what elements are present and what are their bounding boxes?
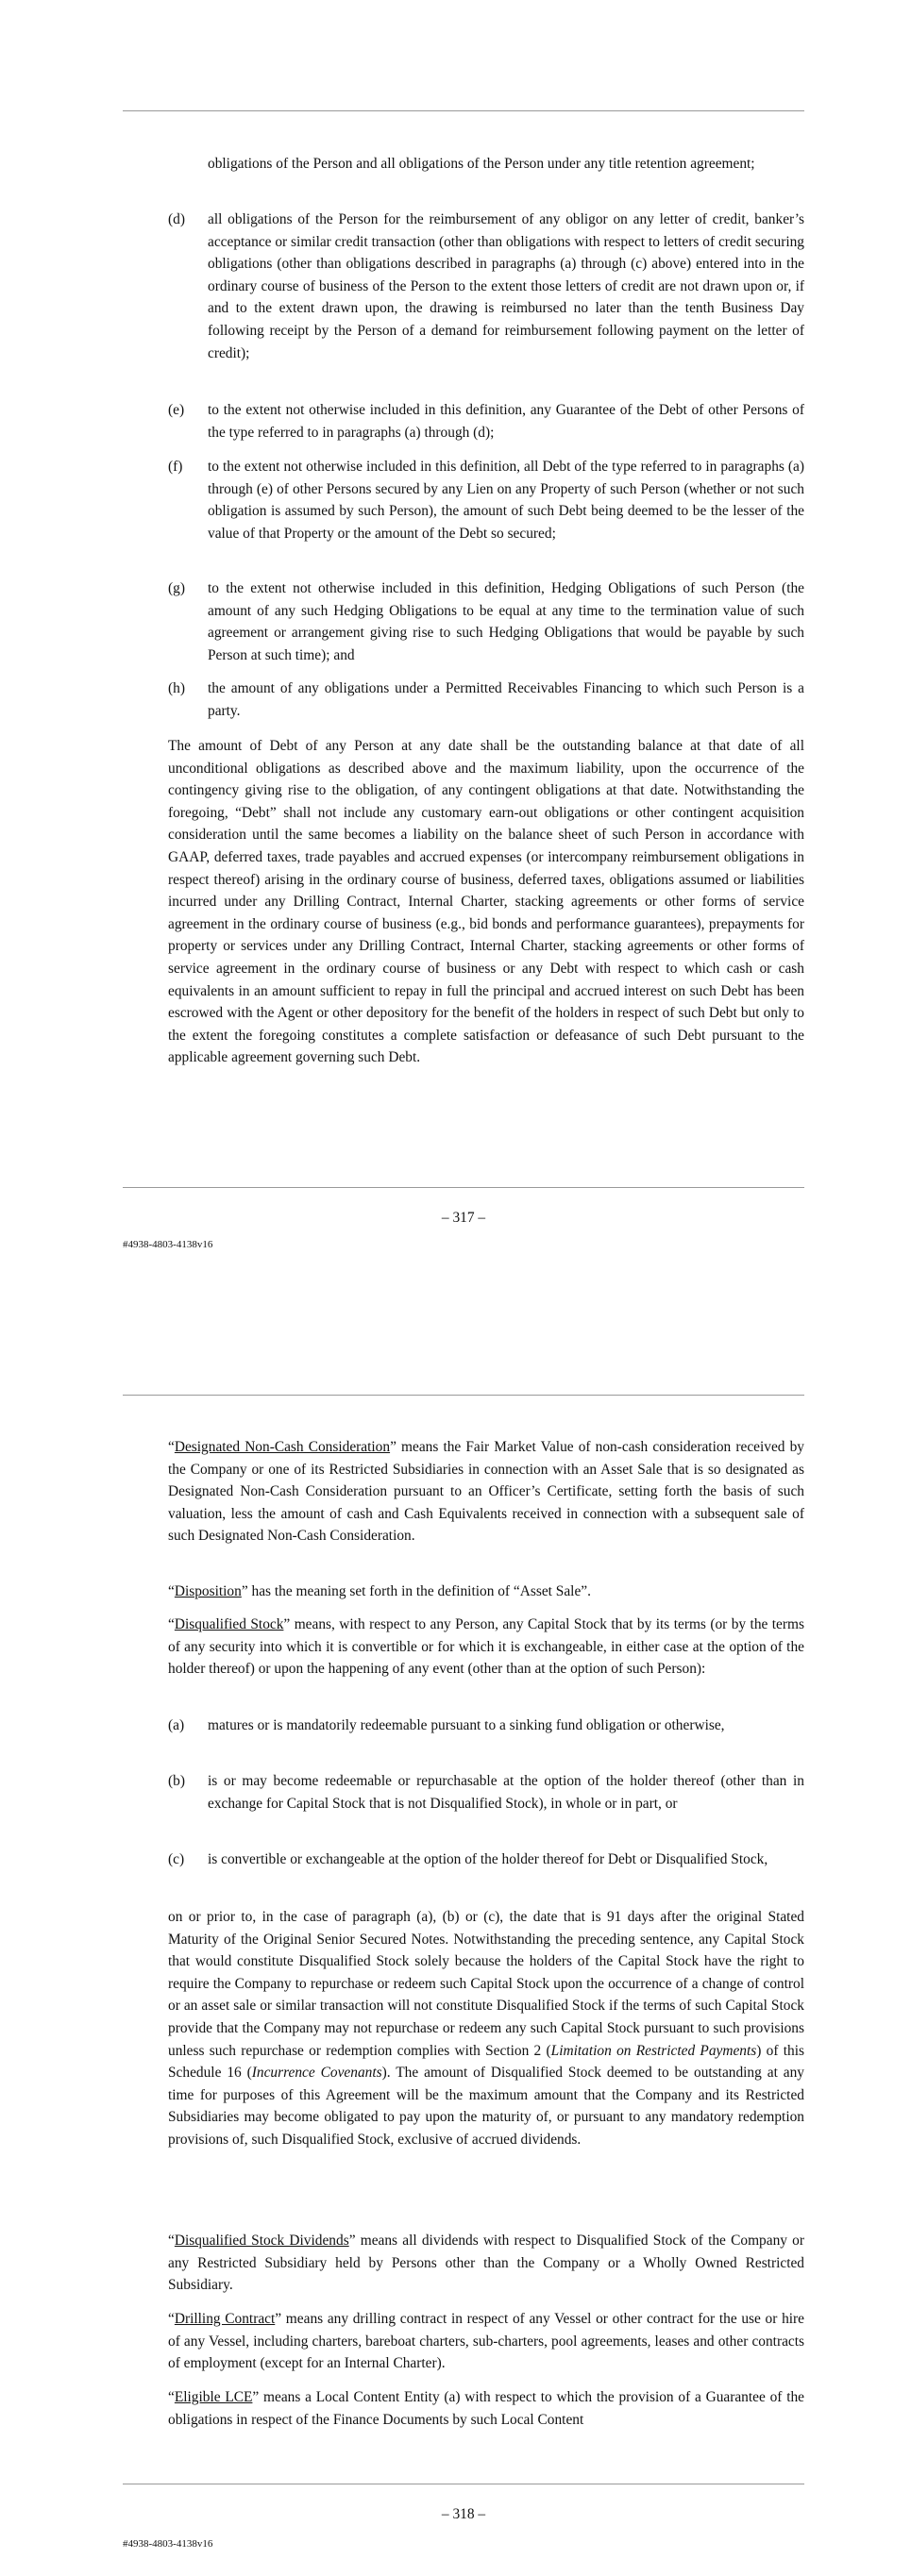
clause-text: is or may become redeemable or repurchasable at the option of the holder thereof (other than in exchange for Capital Stock that is not Disqualified Stock), in whole or in part, or [208,1773,804,1812]
clause-text: the amount of any obligations under a Permitted Receivables Financing to which such Person is a party. [208,680,804,719]
definition-disposition: “Disposition” has the meaning set forth in the definition of “Asset Sale”. [168,1583,591,1599]
page-number: – 318 – [441,2506,486,2522]
schedule-reference: Incurrence Covenants [251,2065,382,2082]
definition-disqualified-stock: “Disqualified Stock” means, with respect to any Person, any Capital Stock that by its terms (or by the terms of any security into which it is convertible or for which it is exchangeable, in either case at the option of the holder thereof) or upon the happening of any event (other than at the option of such Person): [168,1616,804,1678]
definition-disqualified-stock-dividends: “Disqualified Stock Dividends” means all dividends with respect to Disqualified Stock of the Company or any Restricted Subsidiary held by Persons other than the Company or a Wholly Owned Restricted Subsidiary. [168,2233,804,2294]
page-318-top-rule [123,1395,804,1396]
clause-label: (e) [168,402,185,418]
clause-text: to the extent not otherwise included in this definition, any Guarantee of the Debt of other Persons of the type referred to in paragraphs (a) through (d); [208,402,804,441]
defined-term: Disqualified Stock Dividends [174,2233,349,2249]
clause-c [168,1848,804,1871]
clause-text: matures or is mandatorily redeemable pursuant to a sinking fund obligation or otherwise, [208,1717,725,1733]
clause-d [168,209,804,364]
clause-e [168,399,804,443]
clause-label: (h) [168,680,185,696]
defined-term: Disqualified Stock [174,1616,284,1632]
page-317-top-rule [123,110,804,111]
defined-term: Drilling Contract [174,2311,276,2327]
clause-text: to the extent not otherwise included in this definition, all Debt of the type referred to in paragraphs (a) through (e) of other Persons secured by any Lien on any Property of such Person (whether or not such obligation is assumed by such Person), the amount of such Debt being deemed to be the lesser of the value of that Property or the amount of the Debt so secured; [208,459,804,542]
clause-text: to the extent not otherwise included in this definition, Hedging Obligations of such Person (the amount of any such Hedging Obligations to be equal at any time to the termination value of such agreement or arrangement giving rise to such Hedging Obligations that would be payable by such Person at such time); and [208,580,804,663]
definition-drilling-contract: “Drilling Contract” means any drilling contract in respect of any Vessel or other contract for the use or hire of any Vessel, including charters, bareboat charters, sub-charters, pool agreements, leases and other contracts of employment (except for an Internal Charter). [168,2311,804,2372]
clause-g [168,577,804,666]
definition-eligible-lce: “Eligible LCE” means a Local Content Entity (a) with respect to which the provision of a Guarantee of the obligations in respect of the Finance Documents by such Local Content [168,2389,804,2428]
page-317-bottom-rule [123,1187,804,1188]
continuation-text: obligations of the Person and all obligations of the Person under any title retention agreement; [208,156,755,172]
clause-a [168,1715,804,1737]
clause-text: all obligations of the Person for the reimbursement of any obligor on any letter of credit, banker’s acceptance or similar credit transaction (other than obligations with respect to letters of credit securing obligations (other than obligations described in paragraphs (a) through (c) above) entered into in the ordinary course of business of the Person to the extent those letters of credit are not drawn upon or, if and to the extent drawn upon, the drawing is reimbursed no later than the tenth Business Day following receipt by the Person of a demand for reimbursement following payment on the letter of credit); [208,211,804,361]
disqualified-stock-tail: on or prior to, in the case of paragraph (a), (b) or (c), the date that is 91 days after the original Stated Maturity of the Original Senior Secured Notes. Notwithstanding the preceding sentence, any Capital Stock that would constitute Disqualified Stock solely because the holders of the Capital Stock have the right to require the Company to repurchase or redeem such Capital Stock upon the occurrence of a change of control or an asset sale or similar transaction will not constitute Disqualified Stock if the terms of such Capital Stock provide that the Company may not repurchase or redeem any such Capital Stock pursuant to such provisions unless such repurchase or redemption complies with Section 2 (Limitation on Restricted Payments) of this Schedule 16 (Incurrence Covenants). The amount of Disqualified Stock deemed to be outstanding at any time for purposes of this Agreement will be the maximum amount that the Company and its Restricted Subsidiaries may become obligated to pay upon the maturity of, or pursuant to any mandatory redemption provisions of, such Disqualified Stock, exclusive of accrued dividends. [168,1909,804,2148]
clause-label: (a) [168,1717,185,1733]
clause-label: (d) [168,211,185,227]
page-number: – 317 – [441,1210,486,1226]
section-reference: Limitation on Restricted Payments [550,2042,757,2059]
clause-label: (f) [168,459,183,475]
debt-paragraph: The amount of Debt of any Person at any date shall be the outstanding balance at that date of all unconditional obligations as described above and the maximum liability, upon the occurrence of the contingency giving rise to the obligation, of any contingent obligations at that date. Notwithstanding the foregoing, “Debt” shall not include any customary earn-out obligations or other contingent acquisition consideration until the same becomes a liability on the balance sheet of such Person in accordance with GAAP, deferred taxes, trade payables and accrued expenses (or intercompany reimbursement obligations in respect thereof) arising in the ordinary course of business, deferred taxes, obligations assumed or liabilities incurred under any Drilling Contract, Internal Charter, stacking agreements or other forms of service agreement in the ordinary course of business (e.g., bid bonds and performance guarantees), prepayments for property or services under any Drilling Contract, Internal Charter, stacking agreements or other forms of service agreement in the ordinary course of business or any Debt with respect to which cash or cash equivalents in an amount sufficient to repay in full the principal and accrued interest on such Debt has been escrowed with the Agent or other depository for the benefit of the holders in respect of such Debt but only to the extent the foregoing constitutes a complete satisfaction or defeasance of such Debt pursuant to the applicable agreement governing such Debt. [168,738,804,1066]
clause-h [168,677,804,722]
clause-label: (c) [168,1851,185,1867]
clause-b [168,1770,804,1815]
defined-term: Eligible LCE [174,2389,253,2405]
clause-text: is convertible or exchangeable at the option of the holder thereof for Debt or Disqualified Stock, [208,1851,768,1867]
clause-label: (b) [168,1773,185,1789]
clause-f [168,456,804,544]
document-id: #4938-4803-4138v16 [123,2538,213,2550]
definition-designated-non-cash-consideration: “Designated Non-Cash Consideration” means the Fair Market Value of non-cash consideration received by the Company or one of its Restricted Subsidiaries in connection with an Asset Sale that is so designated as Designated Non-Cash Consideration pursuant to an Officer’s Certificate, setting forth the basis of such valuation, less the amount of cash and Cash Equivalents received in connection with a subsequent sale of such Designated Non-Cash Consideration. [168,1439,804,1545]
defined-term: Disposition [174,1583,242,1599]
clause-label: (g) [168,580,185,596]
defined-term: Designated Non-Cash Consideration [174,1439,391,1455]
document-id: #4938-4803-4138v16 [123,1239,213,1250]
